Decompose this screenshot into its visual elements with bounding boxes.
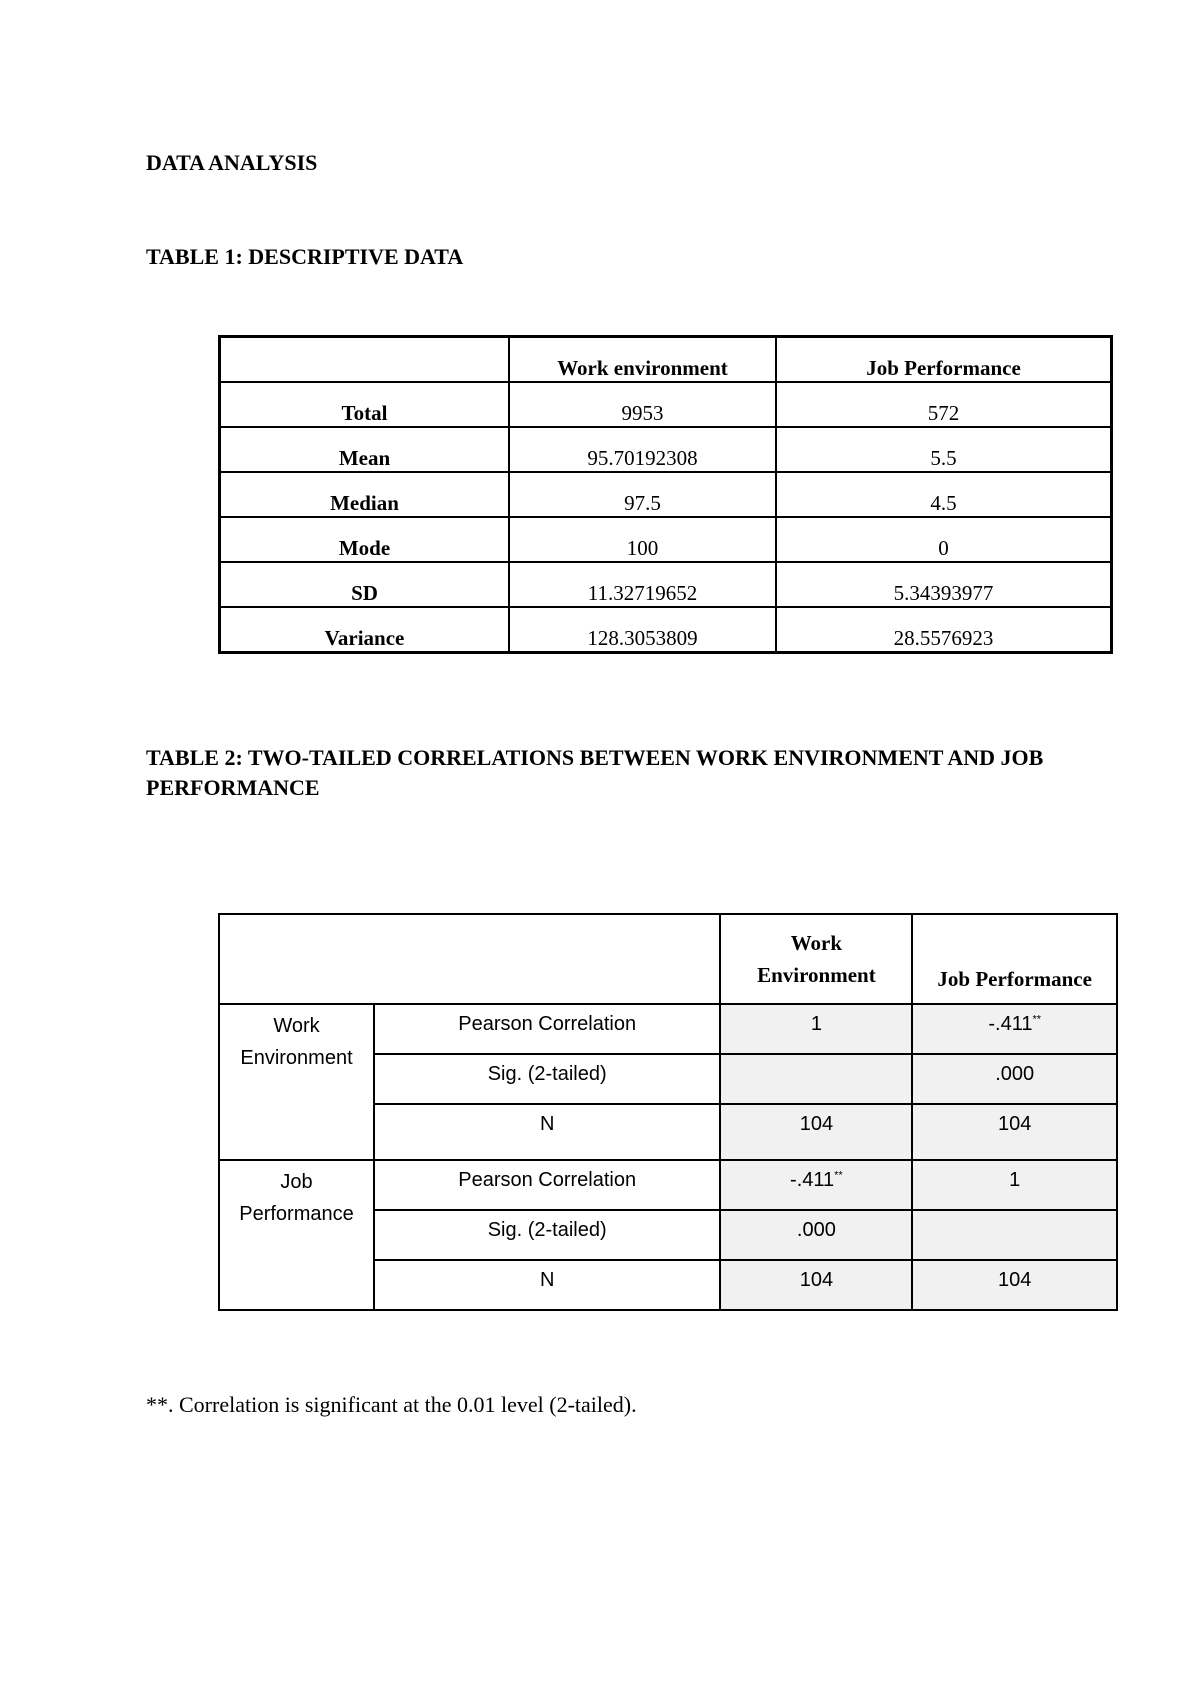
column-header-work-environment [720, 914, 912, 1004]
table2-caption: TABLE 2: TWO-TAILED CORRELATIONS BETWEEN WORK ENVIRONMENT AND JOB PERFORMANCE [146, 745, 1044, 800]
cell-job-performance: 5.5 [776, 427, 1112, 472]
table-row [220, 382, 1112, 427]
column-header-work-environment: Work environment [509, 337, 776, 383]
page-title: DATA ANALYSIS [146, 150, 318, 175]
cell-job-performance: 28.5576923 [776, 607, 1112, 653]
table1-caption: TABLE 1: DESCRIPTIVE DATA [146, 244, 464, 269]
header-line: Environment [757, 963, 876, 987]
table-row [220, 607, 1112, 653]
row-group-label [219, 1160, 374, 1310]
cell-work-environment: 9953 [509, 382, 776, 427]
row-group-label [219, 1004, 374, 1160]
row-label: SD [220, 562, 510, 607]
header-line: Work [790, 931, 843, 955]
correlations-table [218, 913, 1118, 1311]
table-row [220, 472, 1112, 517]
cell-job-performance [912, 1210, 1117, 1260]
table-row [219, 1160, 1117, 1210]
cell-job-performance: 4.5 [776, 472, 1112, 517]
significance-marker: ** [1032, 1013, 1042, 1026]
stat-label: Sig. (2-tailed) [374, 1054, 720, 1104]
row-label: Mode [220, 517, 510, 562]
stat-label: N [374, 1104, 720, 1160]
table-header-row [219, 914, 1117, 1004]
cell-work-environment: .000 [720, 1210, 912, 1260]
row-label: Variance [220, 607, 510, 653]
group-label-line: Performance [239, 1203, 354, 1225]
column-header-empty [220, 337, 510, 383]
column-header-job-performance: Job Performance [776, 337, 1112, 383]
significance-marker: ** [834, 1169, 843, 1182]
cell-work-environment: 100 [509, 517, 776, 562]
descriptive-data-table [218, 335, 1113, 654]
row-label: Mean [220, 427, 510, 472]
cell-job-performance: .000 [912, 1054, 1117, 1104]
cell-work-environment: 104 [720, 1260, 912, 1310]
cell-work-environment [720, 1054, 912, 1104]
column-header-job-performance: Job Performance [912, 914, 1117, 1004]
cell-value: -.411 [790, 1169, 835, 1191]
cell-work-environment: 97.5 [509, 472, 776, 517]
cell-job-performance: 104 [912, 1260, 1117, 1310]
cell-value: 1 [810, 1013, 822, 1035]
cell-work-environment: 95.70192308 [509, 427, 776, 472]
cell-work-environment: 128.3053809 [509, 607, 776, 653]
cell-job-performance [912, 1004, 1117, 1054]
table-row [220, 427, 1112, 472]
table-row [220, 562, 1112, 607]
group-label-line: Work [273, 1015, 320, 1037]
cell-work-environment: 104 [720, 1104, 912, 1160]
stat-label: Pearson Correlation [374, 1160, 720, 1210]
row-label: Median [220, 472, 510, 517]
cell-job-performance: 0 [776, 517, 1112, 562]
footnote: **. Correlation is significant at the 0.01 level (2-tailed). [146, 1392, 637, 1417]
table-row [220, 517, 1112, 562]
group-label-line: Environment [240, 1047, 353, 1069]
stat-label: N [374, 1260, 720, 1310]
column-header-empty [219, 914, 720, 1004]
stat-label: Pearson Correlation [374, 1004, 720, 1054]
stat-label: Sig. (2-tailed) [374, 1210, 720, 1260]
cell-job-performance: 572 [776, 382, 1112, 427]
cell-job-performance: 104 [912, 1104, 1117, 1160]
cell-job-performance: 5.34393977 [776, 562, 1112, 607]
cell-value: -.411 [988, 1013, 1033, 1035]
cell-work-environment: 11.32719652 [509, 562, 776, 607]
cell-work-environment [720, 1160, 912, 1210]
table-header-row [220, 337, 1112, 383]
table-row [219, 1004, 1117, 1054]
group-label-line: Job [280, 1171, 313, 1193]
cell-work-environment [720, 1004, 912, 1054]
cell-job-performance: 1 [912, 1160, 1117, 1210]
row-label: Total [220, 382, 510, 427]
